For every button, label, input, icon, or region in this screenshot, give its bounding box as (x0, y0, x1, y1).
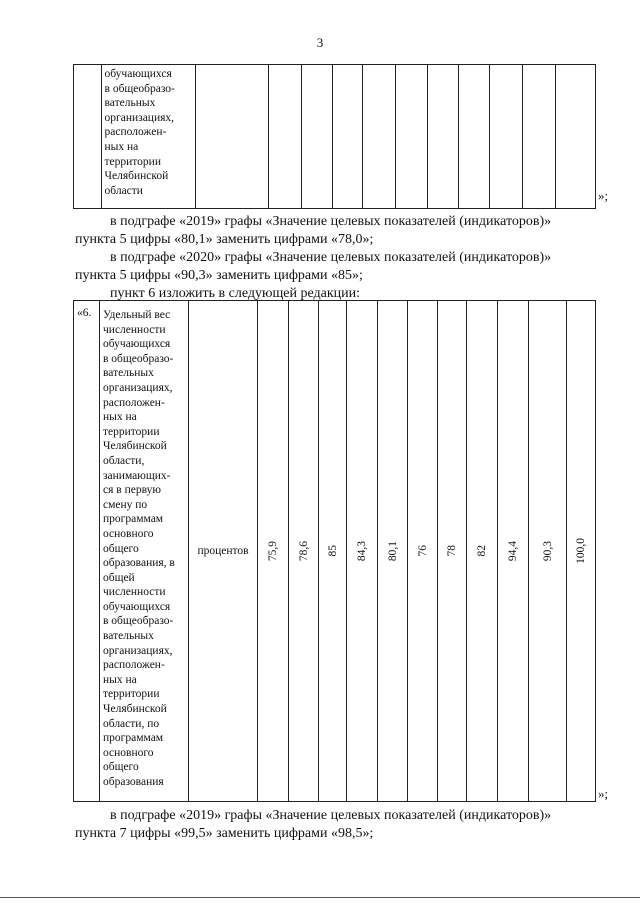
cell-description (101, 65, 195, 209)
paragraph-line: пункта 7 цифры «99,5» заменить цифрами «98,5»; (75, 826, 374, 841)
page-number: 3 (316, 35, 324, 50)
cell-value (319, 301, 347, 802)
cell-value (363, 65, 396, 209)
cell-value (378, 301, 408, 802)
cell-value (498, 301, 529, 802)
value-2015: 78,6 (297, 540, 310, 562)
value-2020: 78 (446, 545, 458, 557)
cell-value (289, 301, 319, 802)
value-2019: 76 (416, 545, 429, 557)
paragraph-line: пункта 5 цифры «80,1» заменить цифрами «78,0»; (75, 232, 374, 247)
paragraph-line: в подграфе «2020» графы «Значение целевых показателей (индикаторов)» (110, 250, 552, 265)
paragraph-line: пункта 5 цифры «90,3» заменить цифрами «85»; (75, 268, 363, 283)
cell-value (555, 65, 595, 209)
point-number: «6. (77, 307, 92, 319)
value-2022: 94,4 (507, 540, 519, 562)
paragraph-line: в подграфе «2019» графы «Значение целевых показателей (индикаторов)» (110, 214, 552, 229)
cell-value (395, 65, 427, 209)
paragraph-line: пункт 6 изложить в следующей редакции: (110, 286, 360, 301)
cell-number (74, 65, 102, 209)
cell-value (427, 65, 459, 209)
unit-text: процентов (197, 545, 249, 557)
paragraph-line: в подграфе «2019» графы «Значение целевых показателей (индикаторов)» (110, 808, 552, 823)
table-closing-quote: »; (598, 786, 609, 801)
cell-value (333, 65, 363, 209)
cell-description (100, 301, 189, 802)
table-point-6 (73, 300, 596, 802)
value-2024: 100,0 (575, 538, 587, 564)
value-2018: 80,1 (386, 540, 399, 562)
value-2014: 75,9 (267, 540, 279, 562)
cell-value (529, 301, 567, 802)
cell-value (567, 301, 596, 802)
value-2017: 84,3 (356, 540, 368, 562)
description-text: обучающихся в общеобразо- вательных организациях, расположен- ных на территории Челябинской области (104, 68, 175, 197)
cell-value (459, 65, 490, 209)
cell-unit (189, 301, 258, 802)
value-2021: 82 (476, 545, 488, 557)
table-closing-quote: »; (598, 188, 609, 203)
cell-value (347, 301, 378, 802)
cell-value (522, 65, 555, 209)
cell-value (258, 301, 289, 802)
table-fragment-point-5 (73, 64, 596, 209)
value-2023: 90,3 (541, 540, 554, 562)
cell-unit (195, 65, 268, 209)
page-bottom-rule (0, 897, 640, 898)
cell-value (408, 301, 438, 802)
value-2016: 85 (326, 545, 339, 557)
cell-value (467, 301, 498, 802)
cell-value (438, 301, 467, 802)
cell-value (268, 65, 301, 209)
description-text: Удельный вес численности обучающихся в общеобразо- вательных организациях, расположен- ных на территории Челябинской области, занимающих- ся в первую смену по программам основного общего образования, в общей численности обучающихся в общеобразо- вательных организациях, расположен- ных на территории Челябинской области, по программам основного общего образования (103, 309, 175, 788)
cell-value (301, 65, 333, 209)
cell-number (74, 301, 100, 802)
cell-value (490, 65, 523, 209)
